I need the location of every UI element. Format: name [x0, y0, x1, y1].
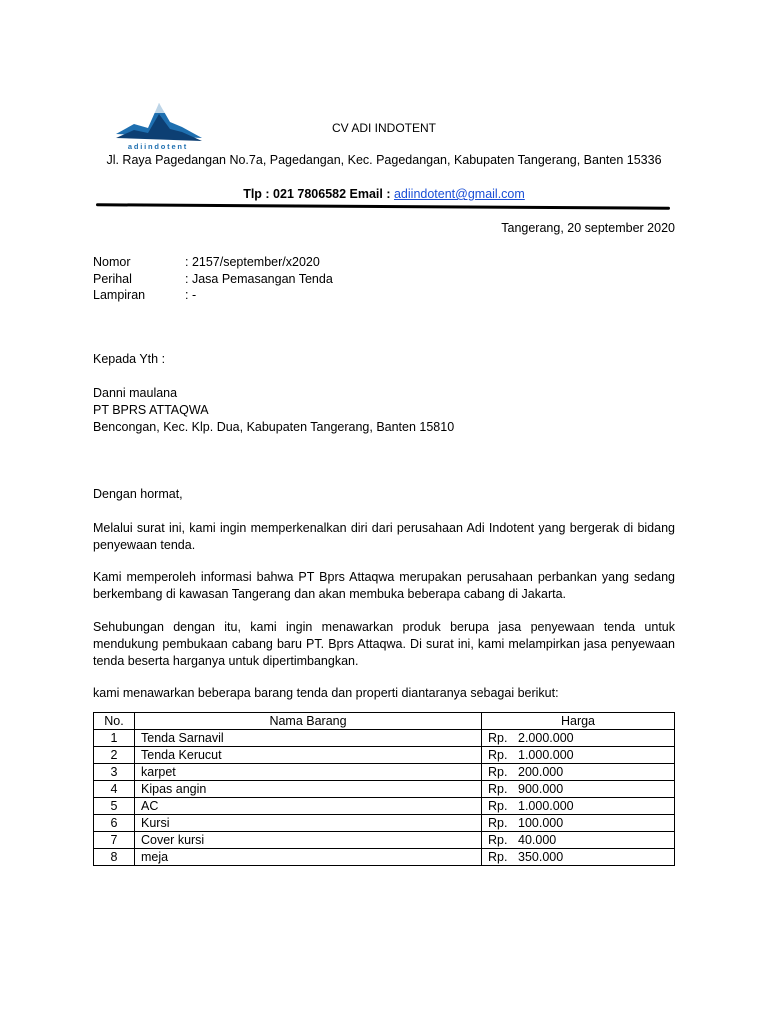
recipient-address: Bencongan, Kec. Klp. Dua, Kabupaten Tangerang, Banten 15810	[93, 420, 455, 434]
row-price	[482, 730, 675, 747]
meta-row-perihal	[93, 271, 333, 288]
meta-label: Lampiran	[93, 288, 146, 302]
meta-row-lampiran	[93, 287, 333, 304]
svg-text:adiindotent: adiindotent	[127, 142, 189, 151]
price-value: 1.000.000	[518, 799, 574, 813]
table-row	[94, 764, 675, 781]
row-no: 5	[94, 798, 135, 815]
recipient-name: Danni maulana	[93, 386, 178, 400]
price-value: 2.000.000	[518, 731, 574, 745]
row-no: 7	[94, 832, 135, 849]
currency-label: Rp.	[488, 833, 508, 847]
price-value: 100.000	[518, 816, 564, 830]
header-no: No.	[94, 713, 135, 730]
paragraph-list-intro: kami menawarkan beberapa barang tenda dan properti diantaranya sebagai berikut:	[93, 686, 559, 700]
row-name: AC	[135, 798, 482, 815]
row-price	[482, 798, 675, 815]
table-row	[94, 798, 675, 815]
row-no: 8	[94, 849, 135, 866]
meta-value: : 2157/september/x2020	[185, 255, 320, 269]
row-name: karpet	[135, 764, 482, 781]
row-no: 4	[94, 781, 135, 798]
row-price	[482, 747, 675, 764]
meta-value: : Jasa Pemasangan Tenda	[185, 271, 333, 286]
currency-label: Rp.	[488, 816, 508, 830]
row-no: 3	[94, 764, 135, 781]
company-contact	[0, 187, 768, 201]
table-row	[94, 747, 675, 764]
row-no: 1	[94, 730, 135, 747]
row-price	[482, 781, 675, 798]
row-name: Kursi	[135, 815, 482, 832]
table-header-row	[94, 713, 675, 730]
price-value: 40.000	[518, 833, 557, 847]
meta-label: Nomor	[93, 255, 131, 269]
header-divider	[96, 203, 670, 210]
row-price	[482, 815, 675, 832]
currency-label: Rp.	[488, 765, 508, 779]
row-name: Tenda Sarnavil	[135, 730, 482, 747]
header-price: Harga	[482, 713, 675, 730]
row-name: Tenda Kerucut	[135, 747, 482, 764]
row-price	[482, 849, 675, 866]
row-name: Cover kursi	[135, 832, 482, 849]
currency-label: Rp.	[488, 850, 508, 864]
meta-row-nomor	[93, 254, 333, 271]
company-name: CV ADI INDOTENT	[331, 121, 436, 135]
meta-label: Perihal	[93, 271, 132, 286]
table-row	[94, 730, 675, 747]
row-price	[482, 832, 675, 849]
price-value: 350.000	[518, 850, 564, 864]
row-price	[482, 764, 675, 781]
table-row	[94, 832, 675, 849]
currency-label: Rp.	[488, 799, 508, 813]
currency-label: Rp.	[488, 748, 508, 762]
row-name: meja	[135, 849, 482, 866]
paragraph-offer: Sehubungan dengan itu, kami ingin menawarkan produk berupa jasa penyewaan tenda untuk mendukung pembukaan cabang baru PT. Bprs Attaqwa. Di surat ini, kami melampirkan jasa penyewaan tenda beserta harganya untuk dipertimbangkan.	[93, 620, 675, 668]
row-name: Kipas angin	[135, 781, 482, 798]
paragraph-intro: Melalui surat ini, kami ingin memperkenalkan diri dari perusahaan Adi Indotent yang bergerak di bidang penyewaan tenda.	[93, 521, 675, 552]
recipient-salutation: Kepada Yth :	[93, 352, 166, 366]
letter-meta	[93, 254, 333, 304]
email-link[interactable]: adiindotent@gmail.com	[393, 187, 525, 201]
row-no: 6	[94, 815, 135, 832]
paragraph-info: Kami memperoleh informasi bahwa PT Bprs Attaqwa merupakan perusahaan perbankan yang sedang berkembang di kawasan Tangerang dan akan membuka beberapa cabang di Jakarta.	[93, 570, 675, 601]
company-address: Jl. Raya Pagedangan No.7a, Pagedangan, Kec. Pagedangan, Kabupaten Tangerang, Banten 15336	[106, 153, 662, 167]
table-row	[94, 849, 675, 866]
price-value: 200.000	[518, 765, 564, 779]
price-value: 1.000.000	[518, 748, 574, 762]
row-no: 2	[94, 747, 135, 764]
header-name: Nama Barang	[135, 713, 482, 730]
contact-prefix: Tlp : 021 7806582 Email :	[243, 187, 394, 201]
table-row	[94, 815, 675, 832]
currency-label: Rp.	[488, 782, 508, 796]
letter-date: Tangerang, 20 september 2020	[501, 221, 675, 235]
price-value: 900.000	[518, 782, 564, 796]
greeting: Dengan hormat,	[93, 487, 183, 501]
price-table	[93, 712, 675, 866]
meta-value: : -	[185, 288, 197, 302]
table-row	[94, 781, 675, 798]
currency-label: Rp.	[488, 731, 508, 745]
recipient-company: PT BPRS ATTAQWA	[93, 403, 209, 417]
